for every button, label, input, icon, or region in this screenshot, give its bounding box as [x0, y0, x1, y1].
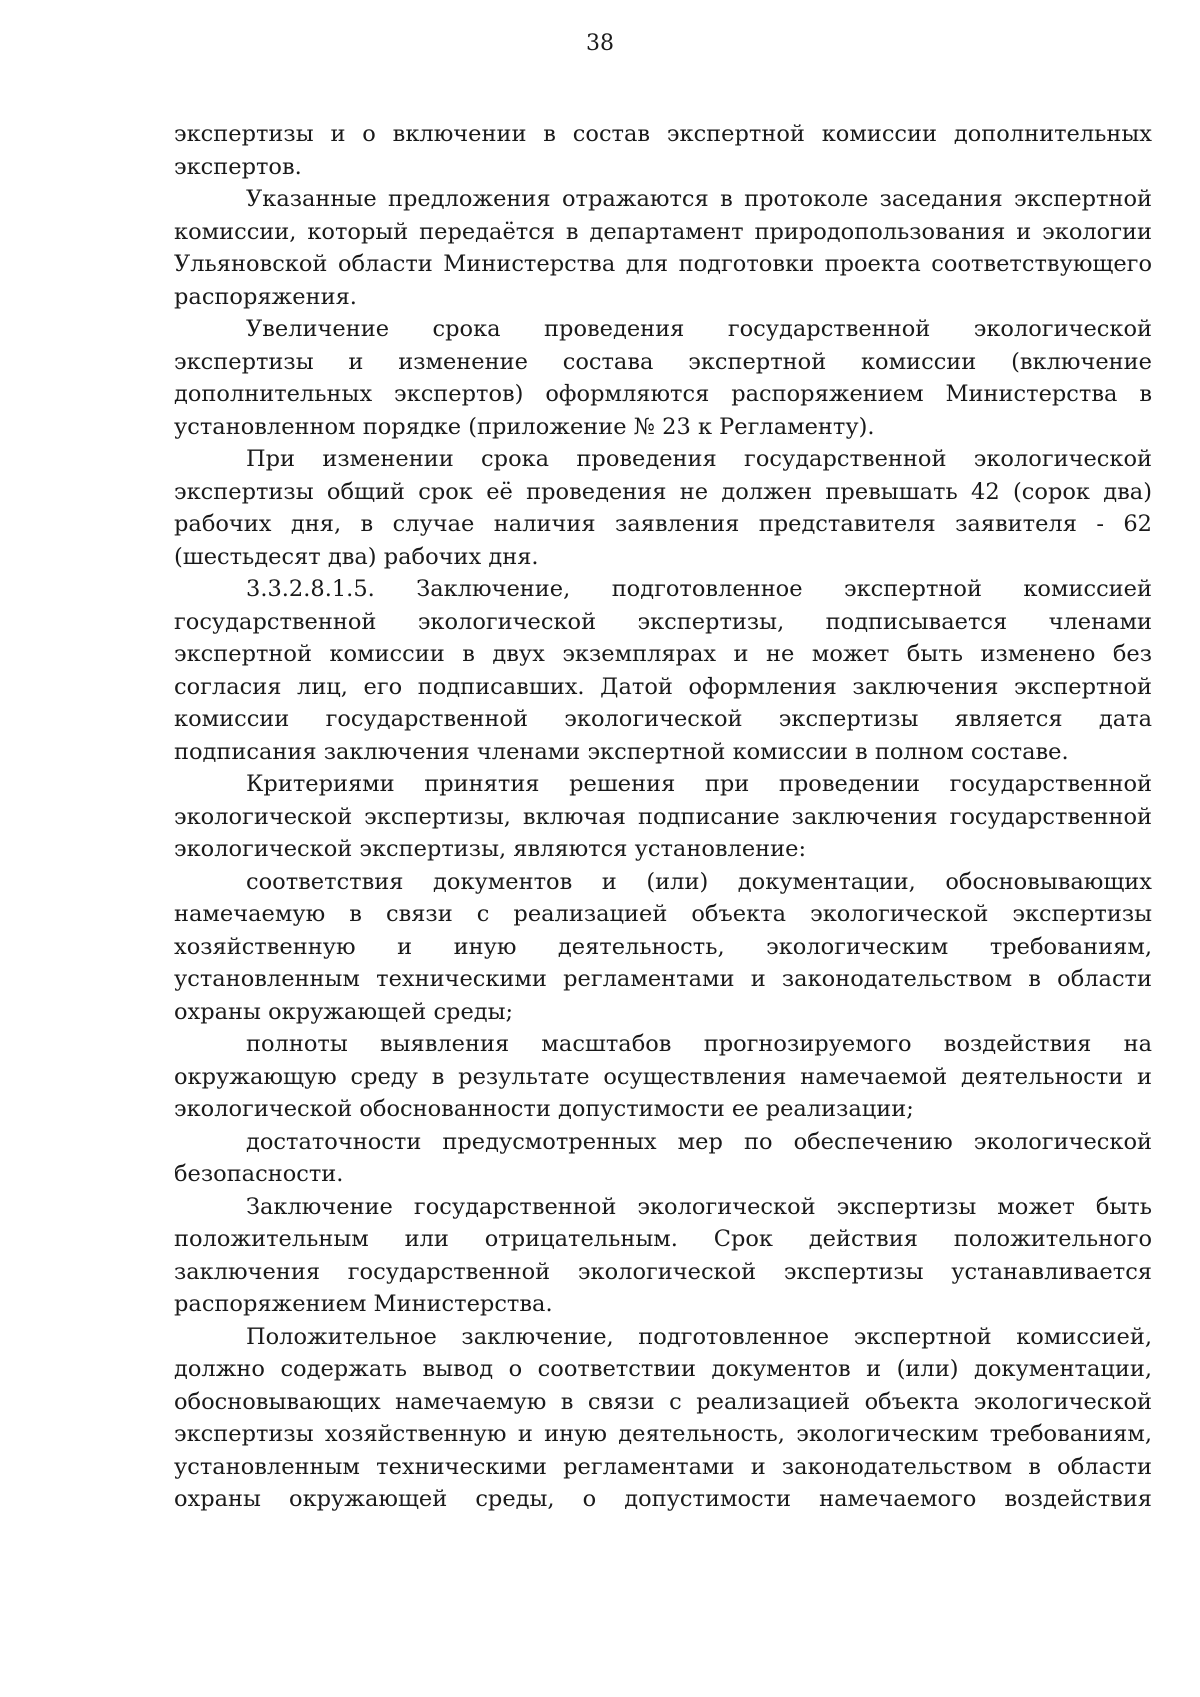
paragraph: 3.3.2.8.1.5. Заключение, подготовленное экспертной комиссией государственной экологической экспертизы, подписывается членами экспертной комиссии в двух экземплярах и не может быть изменено без согласия лиц, его подписавших. Датой оформления заключения экспертной комиссии государственной экологической экспертизы является дата подписания заключения членами экспертной комиссии в полном составе. [174, 576, 1152, 765]
paragraph: Увеличение срока проведения государственной экологической экспертизы и изменение состава экспертной комиссии (включение дополнительных экспертов) оформляются распоряжением Министерства в установленном порядке (приложение № 23 к Регламенту). [174, 316, 1152, 440]
paragraph: достаточности предусмотренных мер по обеспечению экологической безопасности. [174, 1128, 1152, 1187]
paragraph: При изменении срока проведения государственной экологической экспертизы общий срок её проведения не должен превышать 42 (сорок два) рабочих дня, в случае наличия заявления представителя заявителя - 62 (шестьдесят два) рабочих дня. [174, 446, 1152, 570]
paragraph: Положительное заключение, подготовленное экспертной комиссией, должно содержать вывод о соответствии документов и (или) документации, обосновывающих намечаемую в связи с реализацией объекта экологической экспертизы хозяйственную и иную деятельность, экологическим требованиям, установленным техническими регламентами и законодательством в области охраны окружающей среды, о допустимости намечаемого воздействия [174, 1323, 1152, 1512]
paragraph: Заключение государственной экологической экспертизы может быть положительным или отрицательным. Срок действия положительного заключения государственной экологической экспертизы устанавливается распоряжением Министерства. [174, 1193, 1152, 1317]
paragraph: экспертизы и о включении в состав экспертной комиссии дополнительных экспертов. [174, 121, 1152, 180]
paragraph: соответствия документов и (или) документации, обосновывающих намечаемую в связи с реализацией объекта экологической экспертизы хозяйственную и иную деятельность, экологическим требованиям, установленным техническими регламентами и законодательством в области охраны окружающей среды; [174, 868, 1152, 1025]
paragraph: Указанные предложения отражаются в протоколе заседания экспертной комиссии, который передаётся в департамент природопользования и экологии Ульяновской области Министерства для подготовки проекта соответствующего распоряжения. [174, 186, 1152, 310]
page-number: 38 [586, 31, 614, 56]
document-body [174, 118, 1152, 1516]
paragraph: полноты выявления масштабов прогнозируемого воздействия на окружающую среду в результате осуществления намечаемой деятельности и экологической обоснованности допустимости ее реализации; [174, 1031, 1152, 1122]
paragraph: Критериями принятия решения при проведении государственной экологической экспертизы, включая подписание заключения государственной экологической экспертизы, являются установление: [174, 771, 1152, 862]
